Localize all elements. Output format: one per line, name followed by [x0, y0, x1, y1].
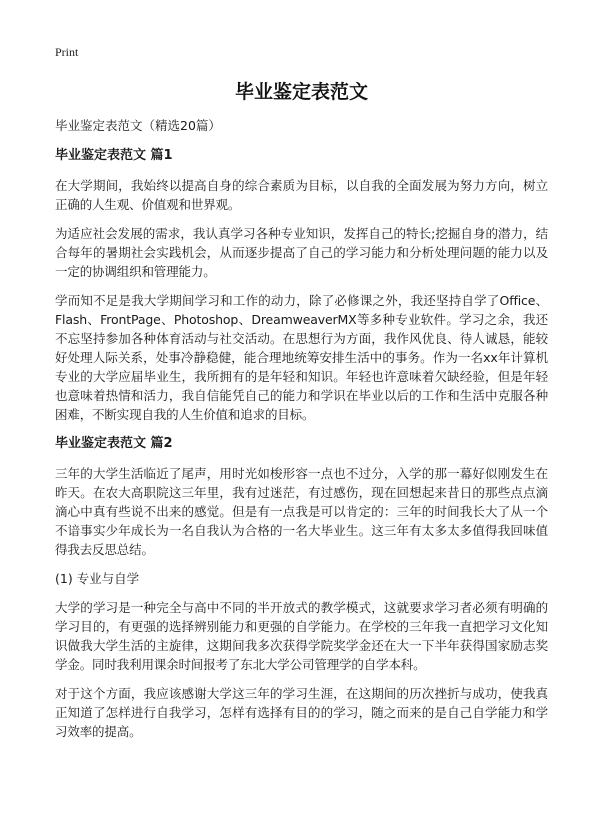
section-2: [55, 434, 548, 741]
subsection-heading: (1) 专业与自学: [55, 571, 140, 586]
section-1: [55, 146, 548, 424]
page-title: 毕业鉴定表范文: [234, 81, 368, 103]
paragraph: 在大学期间，我始终以提高自身的综合素质为目标，以自我的全面发展为努力方向，树立正确的人生观、价值观和世界观。: [55, 178, 548, 212]
section-heading: 毕业鉴定表范文 篇2: [55, 436, 173, 451]
paragraph: 大学的学习是一种完全与高中不同的半开放式的教学模式，这就要求学习者必须有明确的学习目的，有更强的选择辨别能力和更强的自学能力。在学校的三年我一直把学习文化知识做我大学生活的主旋律，这期间我多次获得学院奖学金还在大一下半年获得国家励志奖学金。同时我利用课余时间报考了东北大学公司管理学的自学本科。: [55, 600, 548, 672]
paragraph: 学而知不足是我大学期间学习和工作的动力，除了必修课之外，我还坚持自学了Office、Flash、FrontPage、Photoshop、DreamweaverMX等多种专业软件。学习之余，我还不忘坚持参加各种体育活动与社交活动。在思想行为方面，我作风优良、待人诚恳，能较好处理人际关系，处事冷静稳健，能合理地统筹安排生活中的事务。作为一名xx年计算机专业的大学应届毕业生，我所拥有的是年轻和知识。年轻也许意味着欠缺经验，但是年轻也意味着热情和活力，我自信能凭自己的能力和学识在毕业以后的工作和生活中克服各种困难，不断实现自我的人生价值和追求的目标。: [55, 293, 548, 422]
section-heading: 毕业鉴定表范文 篇1: [55, 148, 173, 163]
paragraph: 为适应社会发展的需求，我认真学习各种专业知识，发挥自己的特长;挖掘自身的潜力，结合每年的暑期社会实践机会，从而逐步提高了自己的学习能力和分析处理问题的能力以及一定的协调组织和管理能力。: [55, 226, 548, 279]
document-subtitle: 毕业鉴定表范文（精选20篇）: [55, 118, 221, 133]
paragraph: 对于这个方面，我应该感谢大学这三年的学习生涯，在这期间的历次挫折与成功，使我真正知道了怎样进行自我学习，怎样有选择有目的的学习，随之而来的是自己自学能力和学习效率的提高。: [55, 686, 548, 739]
print-link[interactable]: Print: [55, 45, 79, 59]
paragraph: 三年的大学生活临近了尾声，用时光如梭形容一点也不过分，入学的那一幕好似刚发生在昨天。在农大高职院这三年里，我有过迷茫，有过感伤，现在回想起来昔日的那些点点滴滴心中真有些说不出来的感觉。但是有一点我是可以肯定的：三年的时间我长大了从一个不谙事实少年成长为一名自我认为合格的一名大毕业生。这三年有太多太多值得我回味值得我去反思总结。: [55, 466, 548, 557]
